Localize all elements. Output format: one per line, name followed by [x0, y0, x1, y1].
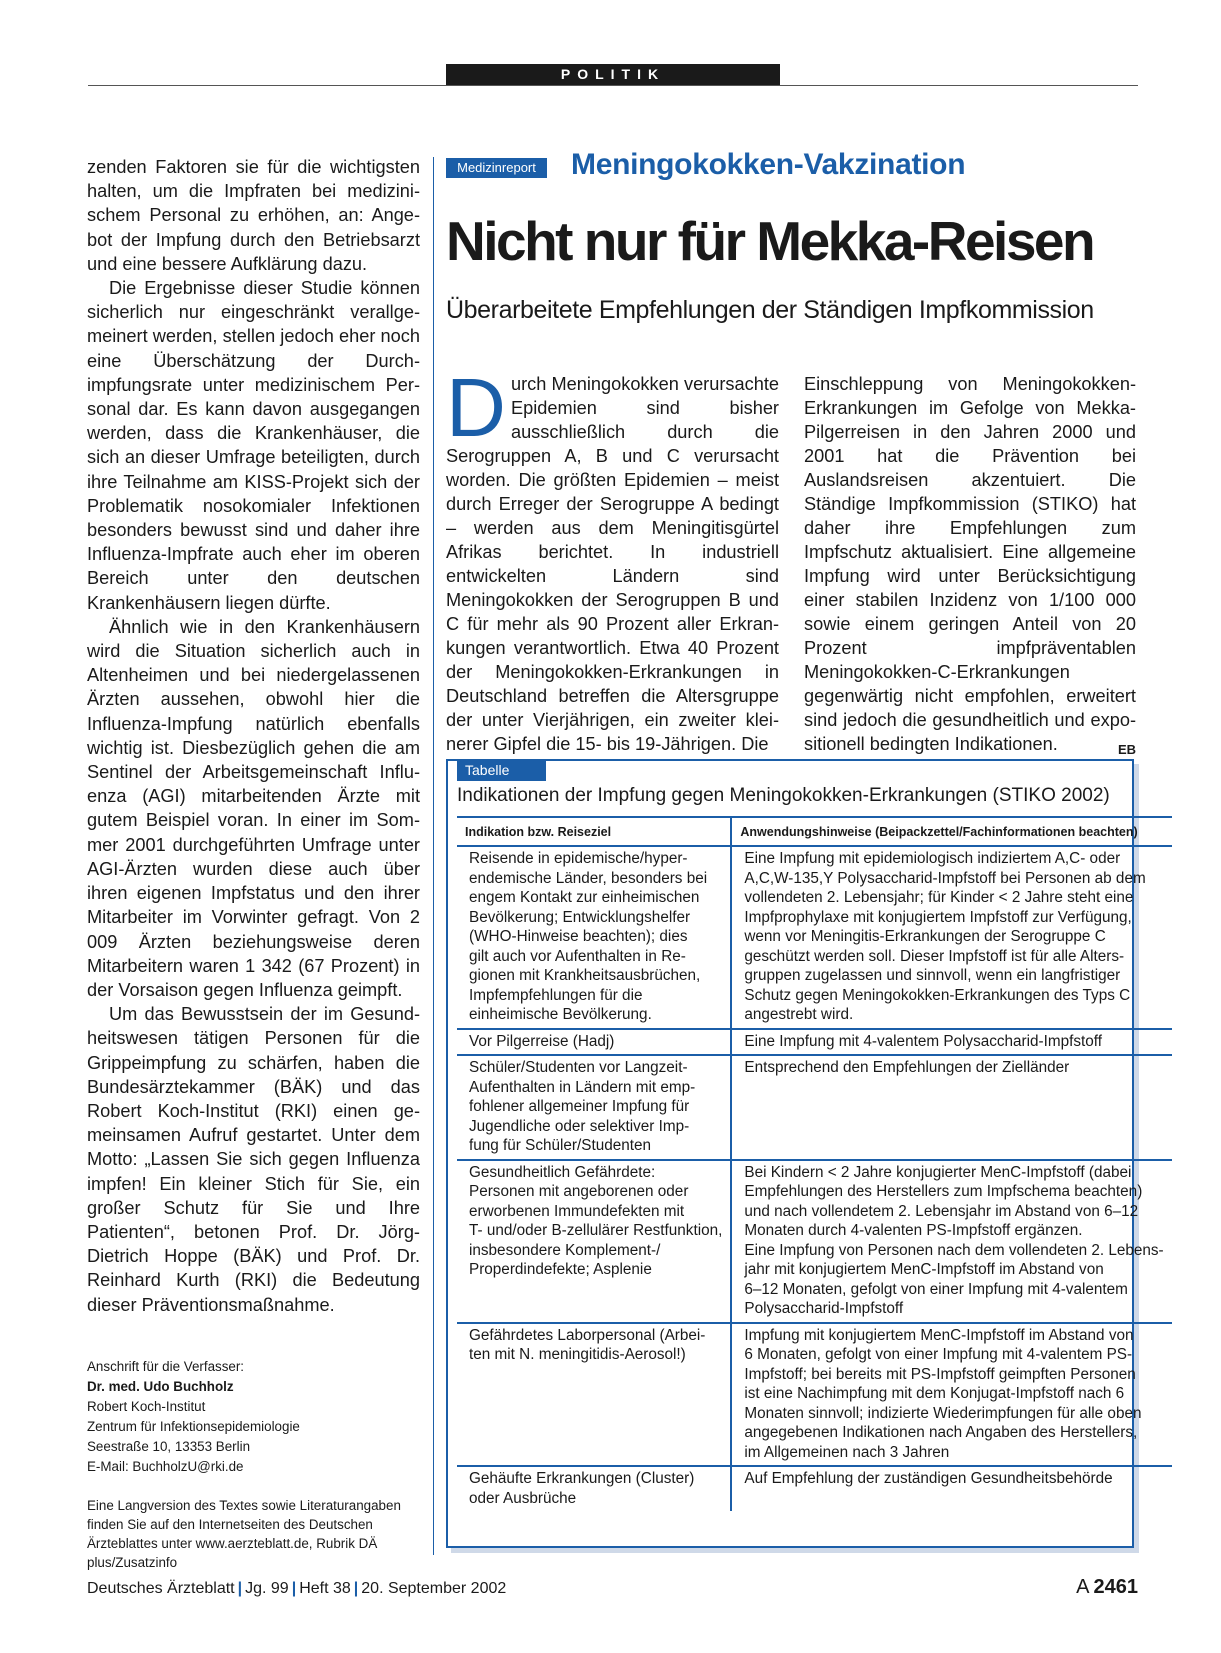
- cell-line: Schutz gegen Meningokokken-Erkrankungen des Typs C: [744, 986, 1131, 1004]
- cell-line: Personen mit angeborenen oder: [469, 1183, 689, 1200]
- separator: |: [291, 1580, 297, 1597]
- cell-line: Aufenthalten in Ländern mit emp-: [469, 1078, 696, 1096]
- indication-cell: [457, 1323, 731, 1467]
- drop-cap: D: [446, 361, 506, 454]
- page-number: [1076, 1576, 1138, 1599]
- cell-line: Impfung mit konjugiertem MenC-Impfstoff im Abstand von: [744, 1326, 1134, 1344]
- cell-line: einheimische Bevölkerung.: [469, 1006, 652, 1023]
- article-tag: Medizinreport: [446, 158, 547, 178]
- address-line: Seestraße 10, 13353 Berlin: [87, 1439, 251, 1454]
- cell-line: gilt auch vor Aufenthalten in Re-: [469, 947, 686, 965]
- author-address: [87, 1357, 417, 1477]
- article-column-middle: [446, 361, 779, 756]
- left-column: [87, 155, 420, 1317]
- page-number-value: 2461: [1093, 1576, 1138, 1598]
- address-line: Robert Koch-Institut: [87, 1399, 206, 1414]
- advice-cell: [731, 846, 1171, 1029]
- cell-line: gruppen zugelassen und sinnvoll, wenn ein langfristiger: [744, 967, 1121, 984]
- cell-line: oder Ausbrüche: [469, 1489, 577, 1507]
- cell-line: geschützt werden soll. Dieser Impfstoff ist für alle Alters-: [744, 947, 1125, 965]
- table-row: [457, 1323, 1172, 1467]
- indication-cell: [457, 1160, 731, 1323]
- header-rule: [88, 85, 1138, 86]
- advice-cell: [731, 1323, 1171, 1467]
- long-version-note: Eine Langversion des Textes sowie Literaturangaben finden Sie auf den Internetseiten des Deutschen Ärzteblattes unter www.aerzteblatt.de, Rubrik DÄ plus/Zusatzinfo: [87, 1498, 401, 1570]
- article-subhead: Überarbeitete Empfehlungen der Ständigen Impfkommission: [446, 296, 1094, 324]
- cell-line: Empfehlungen des Herstellers zum Impfschema beachten): [744, 1183, 1143, 1200]
- article-text: urch Meningokokken verursachte Epidemien sind bisher ausschließlich durch die Serogruppen A, B und C verursacht worden. Die größten Epidemien – meist durch Erreger der Serogruppe A bedingt – werden aus dem Meningitisgürtel Afrikas berichtet. In industriell entwickelten Ländern sind Meningokokken der Serogruppen B und C für mehr als 90 Prozent aller Erkrankungen verantwortlich. Etwa 40 Prozent der Meningokokken-Erkrankungen in Deutschland betreffen die Altersgruppe der unter Vierjährigen, ein zweiter kleinerer Gipfel die 15- bis 19-Jährigen. Die: [446, 374, 779, 754]
- advice-cell: [731, 1055, 1171, 1160]
- address-label: Anschrift für die Verfasser:: [87, 1359, 245, 1374]
- cell-line: 6 Monaten, gefolgt von einer Impfung mit 4-valentem PS-: [744, 1346, 1133, 1363]
- separator: |: [237, 1580, 243, 1597]
- indication-table-box: [446, 759, 1164, 1548]
- cell-line: Jugendliche oder selektiver Imp-: [469, 1117, 690, 1135]
- table-title: Indikationen der Impfung gegen Meningokokken-Erkrankungen (STIKO 2002): [457, 785, 1110, 806]
- cell-line: Gehäufte Erkrankungen (Cluster): [469, 1470, 695, 1487]
- address-line: Zentrum für Infektionsepidemiologie: [87, 1419, 300, 1434]
- cell-line: und nach vollendetem 2. Lebensjahr im Abstand von 6–12: [744, 1202, 1139, 1220]
- cell-line: T- und/oder B-zellulärer Restfunktion,: [469, 1222, 723, 1239]
- cell-line: ten mit N. meningitidis-Aerosol!): [469, 1346, 686, 1363]
- article-text: Einschleppung von Meningokokken-Erkrankungen im Gefolge von Mekka-Pilgerreisen in den Jahren 2000 und 2001 hat die Prävention bei Auslandsreisen akzentuiert. Die Ständige Impfkommission (STIKO) hat daher ihre Empfehlungen zum Impfschutz aktualisiert. Eine allgemeine Impfung wird unter Berücksichtigung einer stabilen Inzidenz von 1/100 000 sowie einem geringen Anteil von 20 Prozent impfpräventablen Meningokokken-C-Erkrankungen gegenwärtig nicht empfohlen, erweitert sind jedoch die gesundheitlich und expositionell bedingten Indikationen.: [804, 374, 1136, 754]
- column-header-indication: Indikation bzw. Reiseziel: [457, 817, 731, 846]
- indication-cell: [457, 1055, 731, 1160]
- cell-line: angegebenen Indikationen nach Angaben des Herstellers,: [744, 1424, 1138, 1441]
- cell-line: 6–12 Monaten, gefolgt von einer Impfung mit 4-valentem: [744, 1280, 1128, 1298]
- author-signature: EB: [1117, 742, 1136, 757]
- column-header-advice: Anwendungshinweise (Beipackzettel/Fachinformationen beachten): [731, 817, 1171, 846]
- cell-line: Impfprophylaxe mit konjugiertem Impfstoff zur Verfügung,: [744, 908, 1132, 926]
- cell-line: Auf Empfehlung der zuständigen Gesundheitsbehörde: [744, 1470, 1113, 1487]
- cell-line: Reisende in epidemische/hyper-: [469, 850, 688, 867]
- article-lead-paragraph: [446, 361, 779, 756]
- article-paragraph: [804, 372, 1136, 756]
- cell-line: Gesundheitlich Gefährdete:: [469, 1163, 656, 1181]
- left-paragraph: Die Ergebnisse dieser Studie können sicherlich nur eingeschränkt verallgemeinert werden, stellen jedoch eher noch eine Überschätzung der Durchimpfungsrate unter medizinischem Personal dar. Es kann davon ausgegangen werden, dass die Krankenhäuser, die sich an dieser Umfrage beteiligten, durch ihre Teilnahme am KISS-Projekt sich der Problematik nosokomialer Infektionen besonders bewusst sind und daher ihre Influenza-Impfrate auch eher im oberen Bereich unter den deutschen Krankenhäusern liegen dürfte.: [87, 278, 420, 613]
- cell-line: Schüler/Studenten vor Langzeit-: [469, 1059, 688, 1076]
- cell-line: erworbenen Immundefekten mit: [469, 1202, 685, 1220]
- author-email: E-Mail: BuchholzU@rki.de: [87, 1459, 244, 1474]
- advice-cell: [731, 1029, 1171, 1056]
- cell-line: Monaten sinnvoll; indizierte Wiederimpfungen für alle oben: [744, 1404, 1142, 1422]
- cell-line: Entsprechend den Empfehlungen der Zielländer: [744, 1059, 1070, 1076]
- cell-line: wenn vor Meningitis-Erkrankungen der Serogruppe C: [744, 928, 1106, 945]
- indication-table: [457, 816, 1172, 1511]
- issue-date: 20. September 2002: [361, 1580, 507, 1597]
- article-headline: Nicht nur für Mekka-Reisen: [446, 210, 1094, 272]
- cell-line: Eine Impfung mit 4-valentem Polysaccharid-Impfstoff: [744, 1032, 1103, 1050]
- article-kicker: Meningokokken-Vakzination: [571, 148, 966, 181]
- left-paragraph: Um das Bewusstsein der im Gesundheitswesen tätigen Personen für die Grippeimpfung zu schärfen, haben die Bundesärztekammer (BÄK) und das Robert Koch-Institut (RKI) einen gemeinsamen Aufruf gestartet. Unter dem Motto: „Lassen Sie sich gegen Influenza impfen! Ein kleiner Stich für Sie, ein großer Schutz für Sie und Ihre Patienten“, betonen Prof. Dr. Jörg-Dietrich Hoppe (BÄK) und Prof. Dr. Reinhard Kurth (RKI) die Bedeutung dieser Präventionsmaßnahme.: [87, 1004, 420, 1315]
- table-header-row: [457, 817, 1172, 846]
- page-prefix: A: [1076, 1576, 1090, 1598]
- table-row: [457, 1055, 1172, 1160]
- cell-line: im Allgemeinen nach 3 Jahren: [744, 1443, 950, 1461]
- cell-line: jahr mit konjugiertem MenC-Impfstoff im Abstand von: [744, 1261, 1104, 1278]
- cell-line: Polysaccharid-Impfstoff: [744, 1300, 904, 1317]
- table-body: [457, 846, 1172, 1511]
- cell-line: Bevölkerung; Entwicklungshelfer: [469, 908, 691, 926]
- table-row: [457, 846, 1172, 1029]
- cell-line: Properdindefekte; Asplenie: [469, 1261, 652, 1278]
- table-row: [457, 1160, 1172, 1323]
- advice-cell: [731, 1160, 1171, 1323]
- article-column-right: [804, 372, 1136, 762]
- cell-line: angestrebt wird.: [744, 1006, 854, 1023]
- author-name: Dr. med. Udo Buchholz: [87, 1379, 234, 1394]
- cell-line: fohlener allgemeiner Impfung für: [469, 1098, 690, 1115]
- table-row: [457, 1029, 1172, 1056]
- cell-line: engem Kontakt zur einheimischen: [469, 889, 700, 906]
- table-row: [457, 1466, 1172, 1511]
- advice-cell: [731, 1466, 1171, 1511]
- indication-cell: [457, 1029, 731, 1056]
- indication-cell: [457, 846, 731, 1029]
- indication-cell: [457, 1466, 731, 1511]
- cell-line: Vor Pilgerreise (Hadj): [469, 1032, 615, 1050]
- cell-line: fung für Schüler/Studenten: [469, 1137, 651, 1154]
- cell-line: Impfstoff; bei bereits mit PS-Impfstoff geimpften Personen: [744, 1365, 1136, 1383]
- cell-line: Bei Kindern < 2 Jahre konjugierter MenC-Impfstoff (dabei: [744, 1163, 1132, 1181]
- cell-line: vollendeten 2. Lebensjahr; für Kinder < 2 Jahre steht eine: [744, 889, 1134, 906]
- volume: Jg. 99: [245, 1580, 289, 1597]
- cell-line: ist eine Nachimpfung mit dem Konjugat-Impfstoff nach 6: [744, 1385, 1125, 1402]
- cell-line: Gefährdetes Laborpersonal (Arbei-: [469, 1326, 706, 1344]
- section-label: POLITIK: [446, 64, 780, 85]
- cell-line: endemische Länder, besonders bei: [469, 869, 708, 887]
- cell-line: (WHO-Hinweise beachten); dies: [469, 928, 688, 945]
- journal-name: Deutsches Ärzteblatt: [87, 1580, 235, 1597]
- cell-line: A,C,W-135,Y Polysaccharid-Impfstoff bei Personen ab dem: [744, 869, 1146, 887]
- left-paragraph: zenden Faktoren sie für die wichtigsten halten, um die Impfraten bei medizinischem Personal zu erhöhen, an: Angebot der Impfung durch den Betriebsarzt und eine bessere Aufklärung dazu.: [87, 157, 420, 274]
- cell-line: gionen mit Krankheitsausbrüchen,: [469, 967, 701, 984]
- footer-citation: [87, 1580, 506, 1598]
- left-paragraph: Ähnlich wie in den Krankenhäusern wird die Situation sicherlich auch in Altenheimen und bei niedergelassenen Ärzten aussehen, obwohl hier die Influenza-Impfung natürlich ebenfalls wichtig ist. Diesbezüglich gehen die am Sentinel der Arbeitsgemeinschaft Influenza (AGI) mitarbeitenden Ärzte mit gutem Beispiel voran. In einer im Sommer 2001 durchgeführten Umfrage unter AGI-Ärzten wurden diese auch über ihren eigenen Impfstatus und den ihrer Mitarbeiter im Vorwinter gefragt. Von 2 009 Ärzten beziehungsweise deren Mitarbeitern waren 1 342 (67 Prozent) in der Vorsaison gegen Influenza geimpft.: [87, 616, 420, 1000]
- cell-line: Monaten durch 4-valenten PS-Impfstoff ergänzen.: [744, 1222, 1083, 1239]
- cell-line: Eine Impfung von Personen nach dem vollendeten 2. Lebens-: [744, 1241, 1164, 1259]
- separator: |: [353, 1580, 359, 1597]
- cell-line: insbesondere Komplement-/: [469, 1241, 661, 1259]
- issue: Heft 38: [299, 1580, 351, 1597]
- table-tab-label: Tabelle: [457, 759, 546, 781]
- column-divider: [433, 157, 434, 1555]
- cell-line: Eine Impfung mit epidemiologisch indiziertem A,C- oder: [744, 850, 1121, 867]
- cell-line: Impfempfehlungen für die: [469, 986, 643, 1004]
